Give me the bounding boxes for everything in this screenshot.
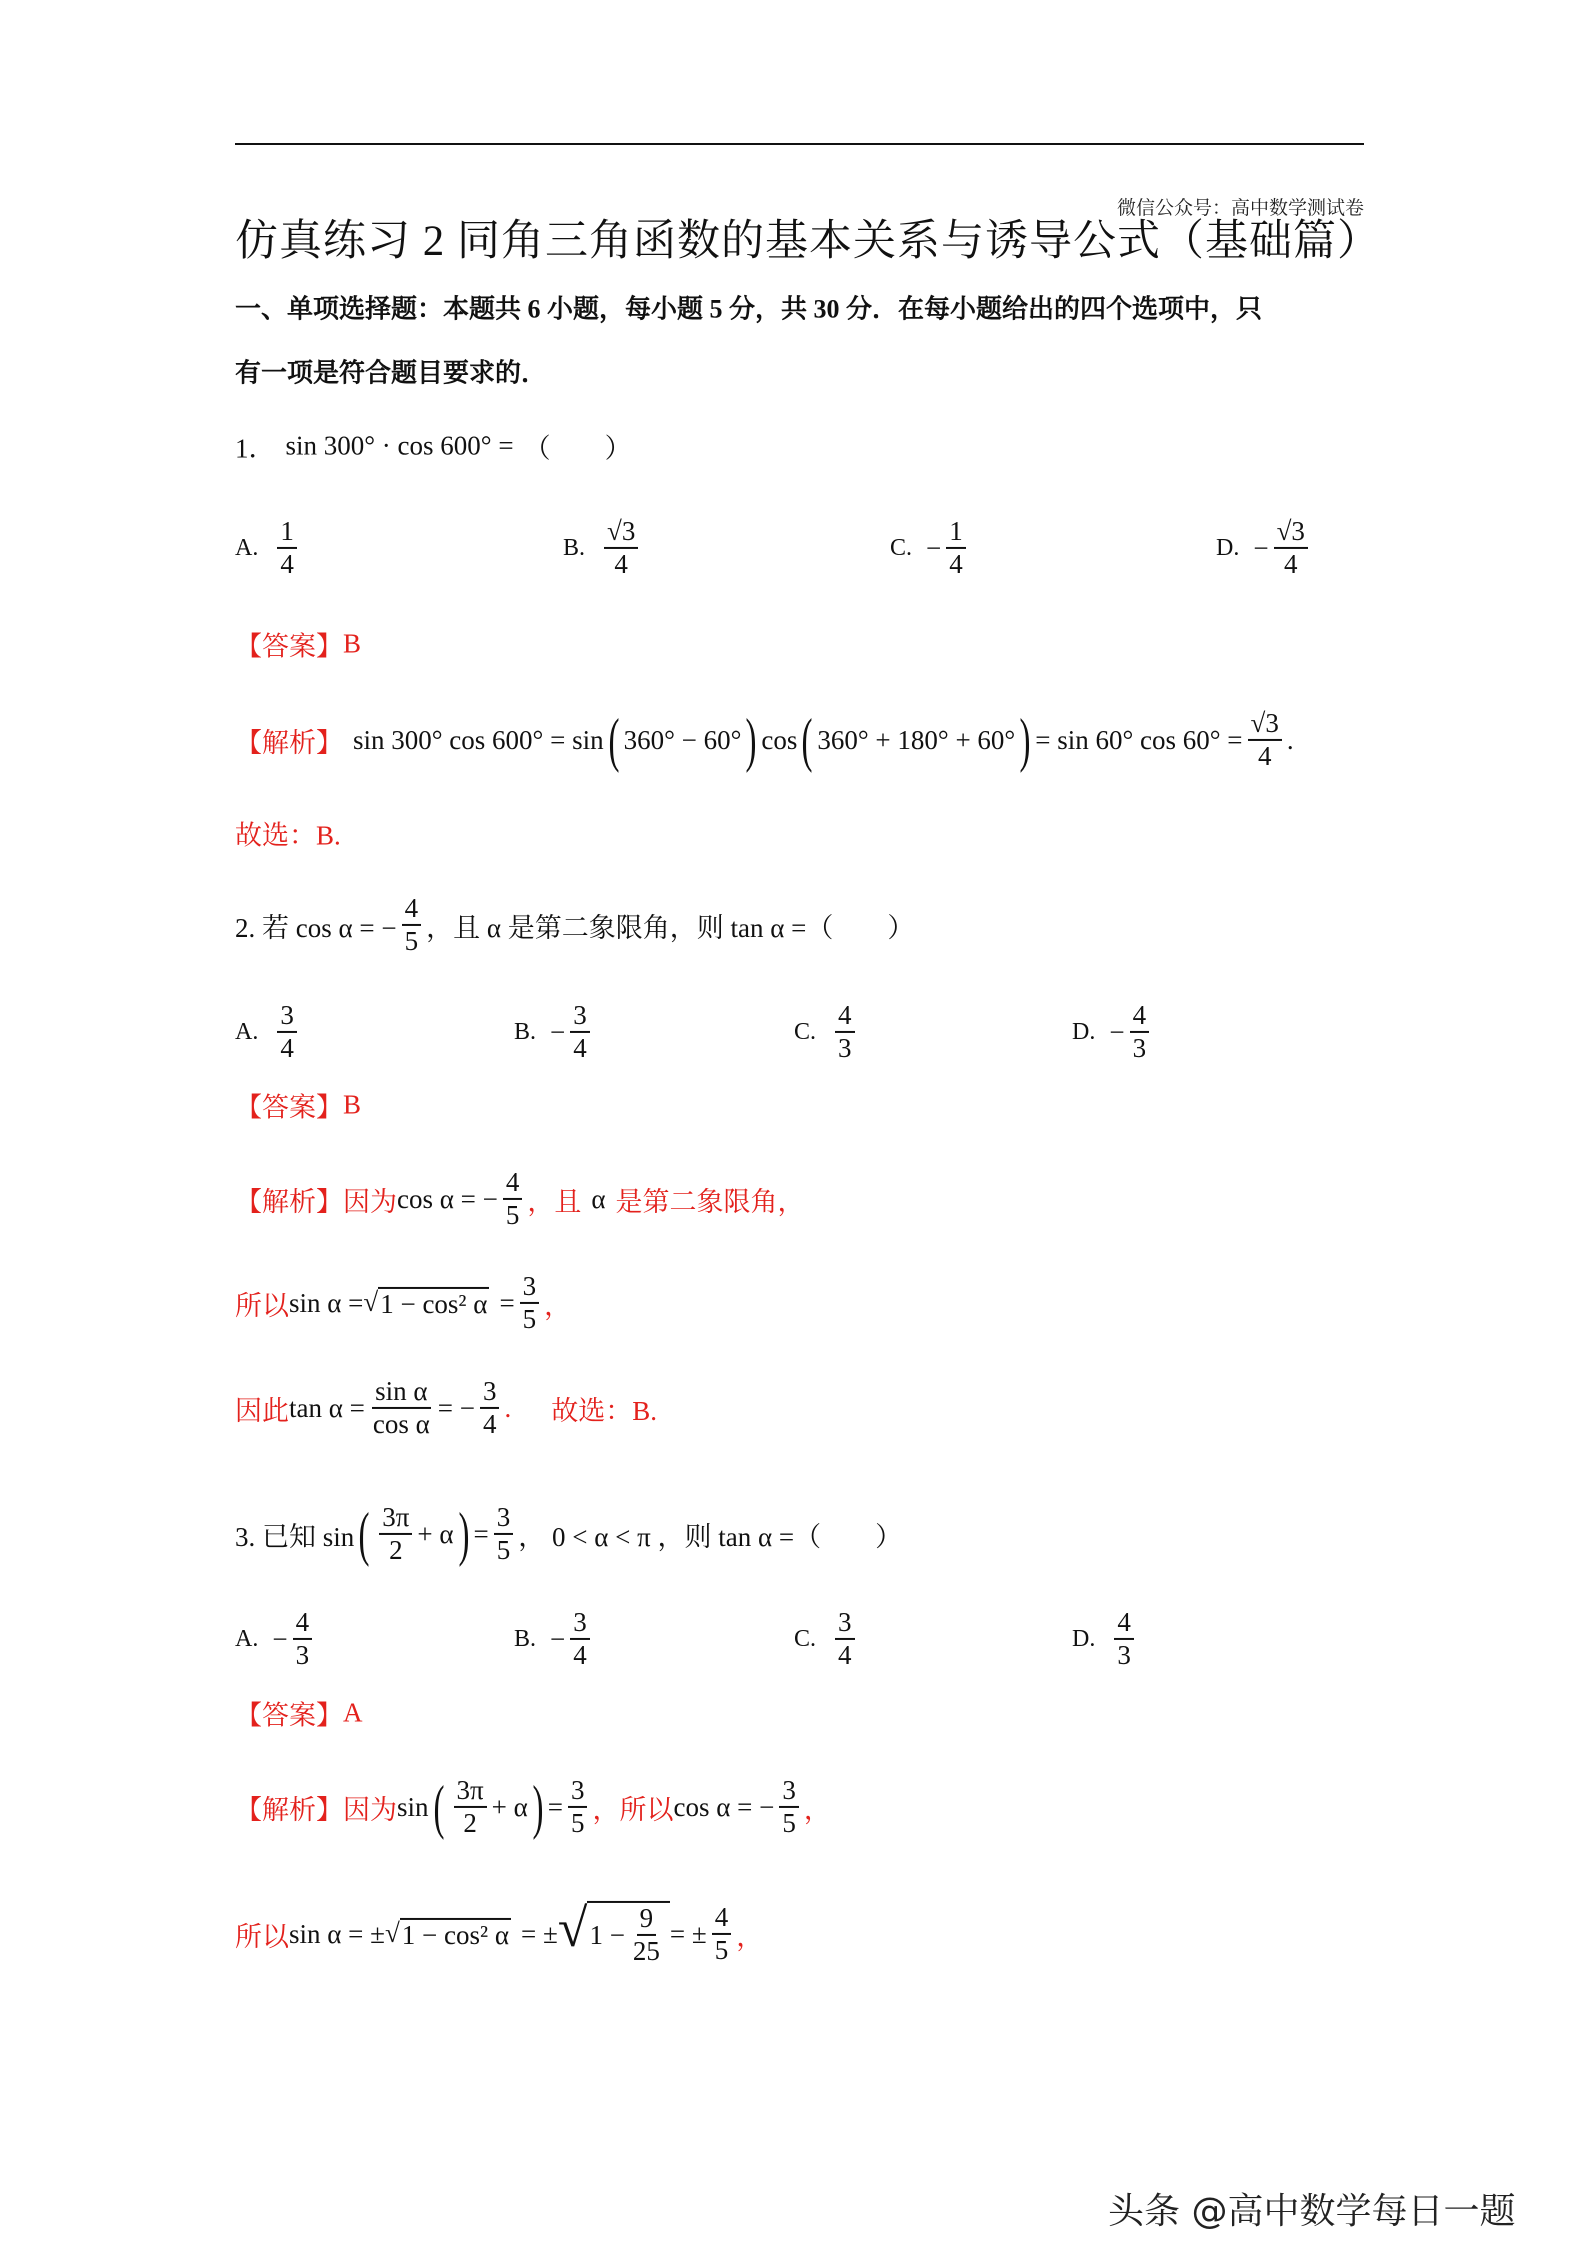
q1-option-d: [1216, 516, 1313, 580]
analysis-text: 所以: [235, 1290, 289, 1321]
fraction: [277, 516, 297, 580]
numerator: √3: [1248, 708, 1282, 741]
analysis-expr: = −: [437, 1392, 475, 1423]
denominator: 5: [522, 1304, 537, 1334]
question-text: + α: [417, 1518, 454, 1549]
denominator: 3: [1132, 1033, 1147, 1063]
fraction: [835, 1000, 855, 1064]
analysis-expr: =: [547, 1791, 563, 1822]
analysis-text: 所以: [235, 1921, 289, 1952]
question-3-stem: [235, 1502, 902, 1566]
analysis-expr: =: [499, 1287, 515, 1318]
q2-option-c: [794, 1000, 860, 1064]
option-label: D.: [1072, 1018, 1096, 1045]
option-label: B.: [563, 534, 586, 561]
question-text: ，且 α 是第二象限角，则 tan α =（ ）: [426, 912, 915, 943]
numerator: 4: [402, 893, 422, 926]
numerator: 4: [1114, 1607, 1134, 1640]
option-label: A.: [235, 1018, 259, 1045]
denominator: 5: [496, 1535, 511, 1565]
analysis-text: ，: [803, 1794, 831, 1825]
fraction: [568, 1775, 588, 1839]
question-1-answer: [235, 625, 361, 664]
analysis-expr: tan α =: [289, 1392, 365, 1423]
denominator: 4: [1257, 741, 1272, 771]
analysis-expr: 360° − 60°: [623, 724, 742, 755]
denominator: 5: [570, 1808, 585, 1838]
numerator: 1: [277, 516, 297, 549]
denominator: 4: [482, 1409, 497, 1439]
analysis-text: ，: [544, 1290, 572, 1321]
header-rule: [235, 143, 1364, 145]
numerator: 3: [568, 1775, 588, 1808]
q3-option-a: [235, 1607, 317, 1671]
paren-left: (: [433, 1774, 445, 1840]
numerator: 4: [1130, 1000, 1150, 1033]
fraction: [779, 1775, 799, 1839]
denominator: 5: [782, 1808, 796, 1838]
analysis-text: 因为: [343, 1186, 397, 1217]
q1-option-c: [890, 516, 971, 580]
option-label: C.: [794, 1625, 817, 1652]
numerator: 4: [835, 1000, 855, 1033]
fraction: [1130, 1000, 1150, 1064]
analysis-text: 是第二象限角，: [615, 1186, 805, 1217]
analysis-text: ，: [736, 1921, 764, 1952]
numerator: 4: [293, 1607, 313, 1640]
analysis-expr: sin: [397, 1791, 429, 1822]
period: .: [1286, 724, 1294, 755]
question-1-stem: [235, 427, 632, 466]
fraction: [1248, 708, 1282, 772]
analysis-text: .: [504, 1392, 512, 1423]
paren-left: (: [608, 707, 620, 773]
option-sign: −: [550, 1016, 566, 1047]
numerator: 3: [570, 1000, 590, 1033]
answer-value: B: [343, 628, 362, 659]
numerator: 3π: [454, 1775, 487, 1808]
option-label: C.: [794, 1018, 817, 1045]
paren-left: (: [358, 1501, 370, 1567]
analysis-expr: sin α =: [289, 1287, 364, 1318]
answer-label: 【答案】: [235, 1092, 343, 1123]
answer-value: B: [343, 1089, 362, 1120]
question-text: =: [473, 1518, 489, 1549]
option-sign: −: [926, 532, 942, 563]
analysis-expr: = sin 60° cos 60° =: [1035, 724, 1243, 755]
analysis-label: 【解析】: [235, 1186, 343, 1217]
denominator: 4: [280, 1033, 294, 1063]
analysis-label: 【解析】: [235, 1794, 343, 1825]
denominator: 2: [463, 1808, 477, 1838]
fraction: [503, 1167, 523, 1231]
question-number: 1．: [235, 433, 276, 464]
q3-option-c: [794, 1607, 860, 1671]
q3-option-d: [1072, 1607, 1139, 1671]
q2-option-b: [514, 1000, 595, 1064]
option-sign: −: [550, 1623, 566, 1654]
question-3-analysis-2: [235, 1897, 764, 1967]
numerator: 4: [503, 1167, 523, 1200]
question-2-analysis-2: [235, 1271, 571, 1335]
numerator: 1: [946, 516, 966, 549]
analysis-expr: = ±: [669, 1918, 707, 1949]
question-expression: sin 300° · cos 600° =: [285, 430, 514, 461]
radicand-text: 1 −: [589, 1919, 625, 1950]
fraction: [480, 1376, 500, 1440]
option-label: A.: [235, 534, 259, 561]
analysis-expr: sin α = ±: [289, 1918, 385, 1949]
denominator: 3: [838, 1033, 852, 1063]
denominator: cos α: [372, 1409, 430, 1439]
analysis-label: 【解析】: [235, 727, 343, 758]
numerator: 3: [779, 1775, 799, 1808]
fraction: [946, 516, 966, 580]
analysis-expr: = ±: [521, 1918, 558, 1949]
paren-right: ): [1019, 707, 1031, 773]
fraction: [712, 1902, 732, 1966]
fraction: [454, 1775, 487, 1839]
fraction: [630, 1903, 663, 1967]
section-instructions-line2: 有一项是符合题目要求的．: [235, 358, 548, 388]
radicand: [587, 1901, 669, 1967]
section-instructions-line1: 一、单项选择题：本题共 6 小题，每小题 5 分，共 30 分．在每小题给出的四个选项中，只: [235, 294, 1263, 324]
question-text: 3. 已知 sin: [235, 1521, 355, 1552]
question-2-conclusion: 故选：B.: [551, 1395, 657, 1426]
option-sign: −: [1253, 532, 1269, 563]
numerator: sin α: [372, 1376, 430, 1409]
denominator: 4: [573, 1033, 587, 1063]
numerator: 3: [277, 1000, 297, 1033]
option-sign: −: [272, 1623, 288, 1654]
numerator: 3: [835, 1607, 855, 1640]
question-2-analysis-3: [235, 1376, 657, 1440]
q2-option-d: [1072, 1000, 1154, 1064]
square-root: √ 1 − cos² α: [363, 1286, 488, 1319]
analysis-expr: cos α = −: [397, 1183, 498, 1214]
radicand: 1 − cos² α: [401, 1919, 509, 1950]
q3-option-b: [514, 1607, 595, 1671]
option-label: D.: [1216, 534, 1240, 561]
square-root: √ 1 − $\frac{9}{25}$: [558, 1901, 670, 1967]
option-label: B.: [514, 1625, 537, 1652]
fraction: [1114, 1607, 1134, 1671]
fraction: [379, 1502, 412, 1566]
answer-value: A: [343, 1697, 363, 1728]
question-2-answer: [235, 1086, 361, 1125]
question-text: 2. 若 cos α = −: [235, 912, 397, 943]
paren-right: ): [532, 1774, 544, 1840]
question-2-analysis-1: [235, 1167, 805, 1231]
question-1-analysis: [235, 708, 1294, 772]
option-sign: −: [1109, 1016, 1125, 1047]
q1-option-a: [235, 516, 302, 580]
numerator: 3: [494, 1502, 514, 1535]
analysis-text: ，且: [527, 1186, 582, 1217]
analysis-expr: cos: [761, 724, 798, 755]
analysis-expr: α: [591, 1183, 606, 1214]
numerator: 9: [637, 1903, 657, 1936]
fraction: [494, 1502, 514, 1566]
analysis-expr: cos α = −: [673, 1791, 775, 1822]
fraction: [520, 1271, 540, 1335]
answer-label: 【答案】: [235, 1700, 343, 1731]
denominator: 4: [614, 549, 628, 579]
denominator: 3: [1117, 1640, 1131, 1670]
fraction: [570, 1607, 590, 1671]
numerator: 3π: [379, 1502, 412, 1535]
numerator: 3: [570, 1607, 590, 1640]
footer-watermark: 头条 @高中数学每日一题: [1108, 2191, 1516, 2232]
denominator: 25: [632, 1936, 660, 1966]
answer-blank: （ ）: [523, 433, 632, 464]
q2-option-a: [235, 1000, 302, 1064]
fraction: [604, 516, 638, 580]
denominator: 4: [573, 1640, 587, 1670]
denominator: 4: [838, 1640, 852, 1670]
fraction: [277, 1000, 297, 1064]
numerator: 3: [480, 1376, 500, 1409]
numerator: 4: [712, 1902, 732, 1935]
denominator: 2: [389, 1535, 403, 1565]
header-watermark: 微信公众号：高中数学测试卷: [1116, 198, 1364, 219]
fraction: [370, 1376, 433, 1440]
denominator: 5: [714, 1935, 729, 1965]
fraction: [570, 1000, 590, 1064]
question-1-conclusion: 故选：B.: [235, 820, 341, 851]
paren-right: ): [458, 1501, 470, 1567]
square-root: √ 1 − cos² α: [384, 1917, 509, 1950]
q1-option-b: [563, 516, 643, 580]
fraction: [293, 1607, 313, 1671]
denominator: 4: [1283, 549, 1298, 579]
question-text: ， 0 < α < π ，则 tan α =（ ）: [518, 1521, 903, 1552]
denominator: 4: [949, 549, 963, 579]
answer-label: 【答案】: [235, 631, 343, 662]
option-label: C.: [890, 534, 913, 561]
page-title: 仿真练习 2 同角三角函数的基本关系与诱导公式（基础篇）: [235, 218, 1381, 265]
denominator: 5: [404, 926, 419, 956]
analysis-text: 因此: [235, 1395, 289, 1426]
numerator: √3: [1274, 516, 1308, 549]
question-3-analysis-1: [235, 1775, 831, 1839]
fraction: [1274, 516, 1308, 580]
fraction: [402, 893, 422, 957]
denominator: 4: [280, 549, 294, 579]
analysis-expr: 360° + 180° + 60°: [817, 724, 1016, 755]
option-label: A.: [235, 1625, 259, 1652]
analysis-expr: sin 300° cos 600° = sin: [353, 724, 604, 755]
radicand: 1 − cos² α: [380, 1288, 488, 1319]
numerator: √3: [604, 516, 638, 549]
option-label: D.: [1072, 1625, 1096, 1652]
analysis-text: ，所以: [592, 1794, 674, 1825]
fraction: [835, 1607, 855, 1671]
question-2-stem: [235, 893, 914, 957]
analysis-expr: + α: [491, 1791, 528, 1822]
analysis-text: 因为: [343, 1794, 397, 1825]
denominator: 3: [295, 1640, 310, 1670]
denominator: 5: [505, 1200, 520, 1230]
numerator: 3: [520, 1271, 540, 1304]
question-3-answer: [235, 1694, 363, 1733]
paren-right: ): [745, 707, 757, 773]
paren-left: (: [801, 707, 813, 773]
option-label: B.: [514, 1018, 537, 1045]
